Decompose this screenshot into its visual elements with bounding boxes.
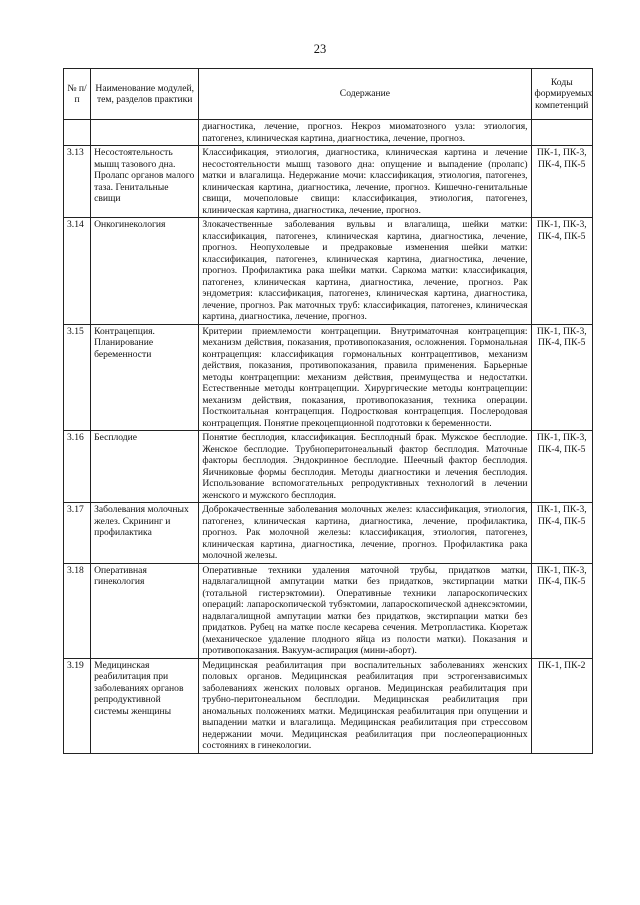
table-row: [64, 431, 593, 503]
row-content: диагностика, лечение, прогноз. Некроз миоматозного узла: этиология, патогенез, клиническая картина, диагностика, лечение, прогноз.: [199, 120, 531, 146]
table-row: [64, 503, 593, 564]
row-codes: ПК-1, ПК-3, ПК-4, ПК-5: [531, 324, 592, 431]
row-name: Медицинская реабилитация при заболеваниях органов репродуктивной системы женщины: [91, 658, 199, 753]
row-content: Критерии приемлемости контрацепции. Внутриматочная контрацепция: механизм действия, показания, противопоказания, осложнения. Гормональная контрацепция: классификация гормональных контрацептивов, механизм действия, показания, противопоказания, правила применения. Барьерные методы контрацепции: механизм действия, преимущества и недостатки. Естественные методы контрацепции. Хирургические методы контрацепции: механизм действия, показания, противопоказания, техника операции. Посткоитальная контрацепция. Подростковая контрацепция. Послеродовая контрацепция. Понятие прекоцепционной подготовки к беременности.: [199, 324, 531, 431]
row-name: Заболевания молочных желез. Скрининг и профилактика: [91, 503, 199, 564]
table-row: [64, 218, 593, 325]
row-num: 3.13: [64, 146, 91, 218]
row-num: [64, 120, 91, 146]
row-codes: ПК-1, ПК-3, ПК-4, ПК-5: [531, 563, 592, 658]
row-name: [91, 120, 199, 146]
table-row: [64, 146, 593, 218]
row-num: 3.16: [64, 431, 91, 503]
row-content: Медицинская реабилитация при воспалительных заболеваниях женских половых органов. Медицинская реабилитация при эстрогензависимых заболеваниях женских половых органов. Медицинская реабилитация при трубно-перитонеальном бесплодии. Медицинская реабилитация при аномальных положениях матки. Медицинская реабилитация при опущении и выпадении матки и влагалища. Медицинская реабилитация при стрессовом недержании мочи. Медицинская реабилитация при послеоперационных состояниях в гинекологии.: [199, 658, 531, 753]
header-name: Наименование модулей, тем, разделов практики: [91, 69, 199, 120]
row-codes: ПК-1, ПК-3, ПК-4, ПК-5: [531, 431, 592, 503]
row-name: Оперативная гинекология: [91, 563, 199, 658]
row-num: 3.14: [64, 218, 91, 325]
table-header-row: [64, 69, 593, 120]
row-content: Злокачественные заболевания вульвы и влагалища, шейки матки: классификация, патогенез, клиническая картина, диагностика, лечение, прогноз. Неопухолевые и предраковые изменения шейки матки: классификация, патогенез, клиническая картина, диагностика, лечение, прогноз. Профилактика рака шейки матки. Саркома матки: классификация, патогенез, клиническая картина, диагностика, лечение, прогноз. Рак эндометрия: классификация, патогенез, клиническая картина, диагностика, лечение, прогноз. Рак маточных труб: классификация, патогенез, клиническая картина, диагностика, лечение, прогноз.: [199, 218, 531, 325]
row-name: Онкогинекология: [91, 218, 199, 325]
row-codes: ПК-1, ПК-3, ПК-4, ПК-5: [531, 218, 592, 325]
table-row: [64, 563, 593, 658]
row-content: Оперативные техники удаления маточной трубы, придатков матки, надвлагалищной ампутации матки без придатков, экстирпации матки (тотальной гистерэктомии). Оперативные техники лапароскопических операций: лапароскопической тубэктомии, лапароскопической аднексэктомии, надвлагалищной ампутации матки без придатков, экстирпации матки без придатков. Рубец на матке после кесарева сечения. Метропластика. Кюретаж (механическое удаление плодного яйца из полости матки). Показания и противопоказания. Вакуум-аспирация (мини-аборт).: [199, 563, 531, 658]
curriculum-table: [63, 68, 593, 754]
header-codes: Коды формируемых компетенций: [531, 69, 592, 120]
row-codes: [531, 120, 592, 146]
row-codes: ПК-1, ПК-3, ПК-4, ПК-5: [531, 503, 592, 564]
table-row: [64, 658, 593, 753]
table-row: [64, 324, 593, 431]
page-number: 23: [313, 42, 327, 56]
row-codes: ПК-1, ПК-2: [531, 658, 592, 753]
table-row: [64, 120, 593, 146]
row-content: Понятие бесплодия, классификация. Бесплодный брак. Мужское бесплодие. Женское бесплодие. Трубноперитонеальный фактор бесплодия. Маточные факторы бесплодия. Эндокринное бесплодие. Шеечный фактор бесплодия. Яичниковые формы бесплодия. Методы диагностики и лечения бесплодия. Использование вспомогательных репродуктивных технологий в лечении женского и мужского бесплодия.: [199, 431, 531, 503]
row-name: Контрацепция. Планирование беременности: [91, 324, 199, 431]
row-num: 3.15: [64, 324, 91, 431]
row-content: Доброкачественные заболевания молочных желез: классификация, этиология, патогенез, клиническая картина, диагностика, лечение, профилактика, прогноз. Рак молочной железы: классификация, этиология, патогенез, клиническая картина, диагностика, лечение, прогноз. Профилактика рака молочной железы.: [199, 503, 531, 564]
row-num: 3.17: [64, 503, 91, 564]
row-num: 3.18: [64, 563, 91, 658]
row-codes: ПК-1, ПК-3, ПК-4, ПК-5: [531, 146, 592, 218]
row-num: 3.19: [64, 658, 91, 753]
row-name: Несостоятельность мышц тазового дна. Пролапс органов малого таза. Генитальные свищи: [91, 146, 199, 218]
row-name: Бесплодие: [91, 431, 199, 503]
header-content: Содержание: [199, 69, 531, 120]
row-content: Классификация, этиология, диагностика, клиническая картина и лечение несостоятельности мышц тазового дна: опущение и выпадение (пролапс) матки и влагалища. Недержание мочи: классификация, этиология, патогенез, клиническая картина, диагностика, лечение, прогноз. Кишечно-генитальные свищи, мочеполовые свищи: классификация, этиология, патогенез, клиническая картина, диагностика, лечение, прогноз.: [199, 146, 531, 218]
header-num: № п/п: [64, 69, 91, 120]
